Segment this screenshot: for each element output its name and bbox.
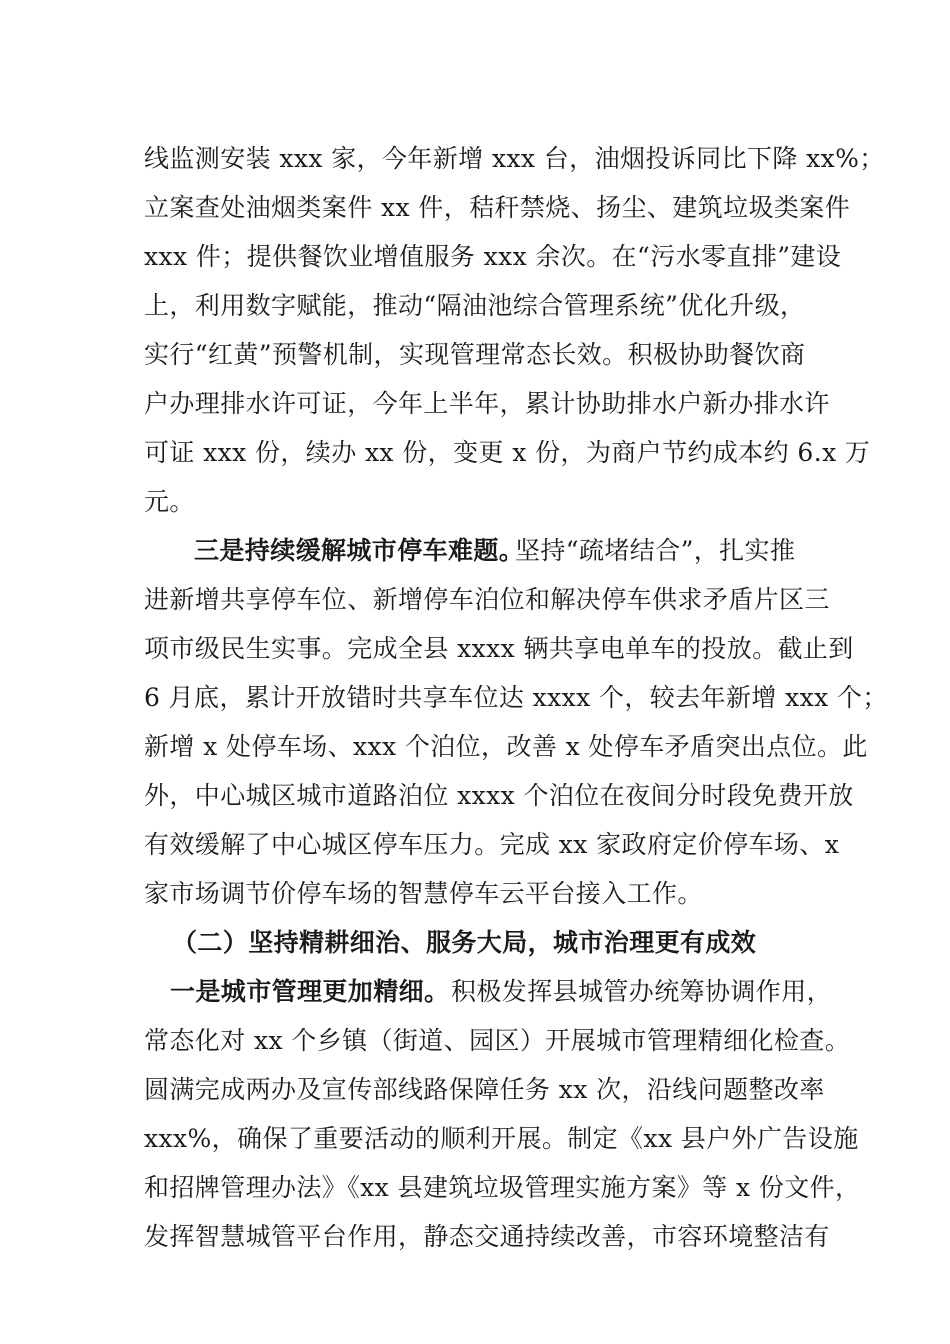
- text-segment: 常态化对 xx 个乡镇（街道、园区）开展城市管理精细化检查。: [144, 1026, 851, 1055]
- text-segment: 项市级民生实事。完成全县 xxxx 辆共享电单车的投放。截止到: [144, 634, 854, 663]
- text-line: [0, 1166, 950, 1210]
- text-segment: 圆满完成两办及宣传部线路保障任务 xx 次，沿线问题整改率: [144, 1075, 825, 1104]
- text-segment: xxx%，确保了重要活动的顺利开展。制定《xx 县户外广告设施: [144, 1124, 859, 1153]
- text-segment: 上，利用数字赋能，推动“隔油池综合管理系统”优化升级，: [144, 291, 806, 320]
- text-line: [0, 774, 950, 818]
- text-line: [0, 970, 950, 1014]
- text-line: [0, 529, 950, 573]
- text-line: [0, 1019, 950, 1063]
- text-segment: 实行“红黄”预警机制，实现管理常态长效。积极协助餐饮商: [144, 340, 806, 369]
- text-line: [0, 1215, 950, 1259]
- text-line: [0, 872, 950, 916]
- text-segment: 家市场调节价停车场的智慧停车云平台接入工作。: [144, 879, 703, 908]
- section-lead-bold: 一是城市管理更加精细。: [170, 977, 450, 1006]
- text-line: [0, 186, 950, 230]
- text-line: [0, 431, 950, 475]
- text-line: [0, 235, 950, 279]
- text-segment: 坚持“疏堵结合”，扎实推: [515, 536, 796, 565]
- text-line: [0, 284, 950, 328]
- text-line: [0, 480, 950, 524]
- text-segment: 立案查处油烟类案件 xx 件，秸秆禁烧、扬尘、建筑垃圾类案件: [144, 193, 851, 222]
- text-segment: 元。: [144, 487, 195, 516]
- text-segment: 新增 x 处停车场、xxx 个泊位，改善 x 处停车矛盾突出点位。此: [144, 732, 868, 761]
- text-line: [0, 823, 950, 867]
- text-segment: 有效缓解了中心城区停车压力。完成 xx 家政府定价停车场、x: [144, 830, 840, 859]
- subheading-line: [0, 921, 950, 965]
- section-heading: （二）坚持精耕细治、服务大局，城市治理更有成效: [172, 928, 757, 957]
- text-line: [0, 676, 950, 720]
- text-segment: 和招牌管理办法》《xx 县建筑垃圾管理实施方案》等 x 份文件，: [144, 1173, 861, 1202]
- text-segment: 外，中心城区城市道路泊位 xxxx 个泊位在夜间分时段免费开放: [144, 781, 854, 810]
- text-segment: xxx 件；提供餐饮业增值服务 xxx 余次。在“污水零直排”建设: [144, 242, 842, 271]
- section-lead-bold: 三是持续缓解城市停车难题。: [194, 536, 525, 565]
- text-segment: 可证 xxx 份，续办 xx 份，变更 x 份，为商户节约成本约 6.x 万: [144, 438, 871, 467]
- text-line: [0, 333, 950, 377]
- text-segment: 发挥智慧城管平台作用，静态交通持续改善，市容环境整洁有: [144, 1222, 830, 1251]
- text-line: [0, 725, 950, 769]
- text-segment: 6 月底，累计开放错时共享车位达 xxxx 个，较去年新增 xxx 个；: [144, 683, 888, 712]
- text-line: [0, 627, 950, 671]
- text-line: [0, 1068, 950, 1112]
- text-line: [0, 382, 950, 426]
- text-line: [0, 137, 950, 181]
- text-segment: 进新增共享停车位、新增停车泊位和解决停车供求矛盾片区三: [144, 585, 830, 614]
- text-segment: 线监测安装 xxx 家，今年新增 xxx 台，油烟投诉同比下降 xx%；: [144, 144, 885, 173]
- text-segment: 户办理排水许可证，今年上半年，累计协助排水户新办排水许: [144, 389, 830, 418]
- text-line: [0, 578, 950, 622]
- text-segment: 积极发挥县城管办统筹协调作用，: [451, 977, 833, 1006]
- text-line: [0, 1117, 950, 1161]
